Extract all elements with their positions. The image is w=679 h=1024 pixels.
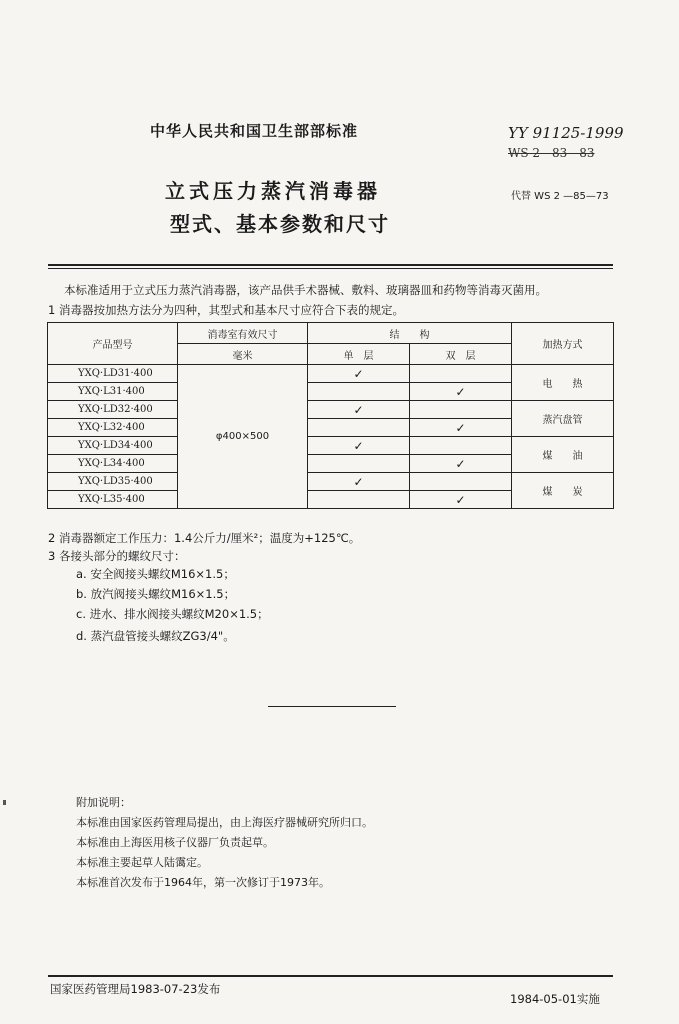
subclause-a: a. 安全阀接头螺纹M16×1.5； xyxy=(76,567,235,581)
notes-heading: 附加说明： xyxy=(76,796,131,809)
heating-coal: 煤 炭 xyxy=(512,473,614,509)
check-single: ✓ xyxy=(308,365,410,383)
empty-single xyxy=(308,419,410,437)
notes-line: 本标准由上海医用核子仪器厂负责起草。 xyxy=(76,836,274,849)
check-double: ✓ xyxy=(410,491,512,509)
replaces-note: 代替 WS 2 —85—73 xyxy=(511,191,609,202)
header-rule-thin xyxy=(48,268,613,269)
intro-paragraph: 本标准适用于立式压力蒸汽消毒器，该产品供手术器械、敷料、玻璃器皿和药物等消毒灭菌用。 xyxy=(64,283,547,297)
effective-date: 1984-05-01实施 xyxy=(510,992,600,1006)
document-title-line2: 型式、基本参数和尺寸 xyxy=(170,212,390,236)
check-single: ✓ xyxy=(308,437,410,455)
empty-double xyxy=(410,473,512,491)
heating-kerosene: 煤 油 xyxy=(512,437,614,473)
notes-line: 本标准首次发布于1964年，第一次修订于1973年。 xyxy=(76,876,330,889)
model-cell: YXQ·L35·400 xyxy=(48,491,178,509)
standard-code-old: WS 2—83—83 xyxy=(508,146,595,160)
model-cell: YXQ·LD35·400 xyxy=(48,473,178,491)
empty-double xyxy=(410,365,512,383)
model-cell: YXQ·LD31·400 xyxy=(48,365,178,383)
end-rule xyxy=(268,706,396,707)
model-cell: YXQ·L32·400 xyxy=(48,419,178,437)
header-size-line1: 消毒室有效尺寸 xyxy=(178,323,308,344)
check-double: ✓ xyxy=(410,455,512,473)
subclause-c: c. 进水、排水阀接头螺纹M20×1.5； xyxy=(76,607,269,621)
empty-single xyxy=(308,491,410,509)
check-single: ✓ xyxy=(308,473,410,491)
model-cell: YXQ·L31·400 xyxy=(48,383,178,401)
document-title-line1: 立式压力蒸汽消毒器 xyxy=(165,179,381,203)
clause-3: 3 各接头部分的螺纹尺寸： xyxy=(48,549,186,563)
footer-rule xyxy=(48,975,613,977)
model-cell: YXQ·LD32·400 xyxy=(48,401,178,419)
empty-double xyxy=(410,401,512,419)
header-structure: 结 构 xyxy=(308,323,512,344)
heating-electric: 电 热 xyxy=(512,365,614,401)
standard-name: 中华人民共和国卫生部部标准 xyxy=(150,122,359,140)
issued-date: 国家医药管理局1983-07-23发布 xyxy=(50,982,221,996)
standard-code-handwritten: YY 91125-1999 xyxy=(508,124,624,142)
model-cell: YXQ·L34·400 xyxy=(48,455,178,473)
scan-speck xyxy=(3,800,6,805)
subclause-b: b. 放汽阀接头螺纹M16×1.5； xyxy=(76,587,236,601)
header-single: 单 层 xyxy=(308,344,410,365)
notes-line: 本标准主要起草人陆霭定。 xyxy=(76,856,208,869)
spec-table xyxy=(47,322,614,509)
empty-single xyxy=(308,455,410,473)
check-double: ✓ xyxy=(410,383,512,401)
header-heating: 加热方式 xyxy=(512,323,614,365)
header-size-line2: 毫米 xyxy=(178,344,308,365)
clause-1: 1 消毒器按加热方法分为四种，其型式和基本尺寸应符合下表的规定。 xyxy=(48,303,404,317)
empty-single xyxy=(308,383,410,401)
subclause-d: d. 蒸汽盘管接头螺纹ZG3/4"。 xyxy=(76,629,235,643)
header-rule xyxy=(48,264,613,266)
clause-2: 2 消毒器额定工作压力：1.4公斤力/厘米²；温度为+125℃。 xyxy=(48,531,361,545)
check-single: ✓ xyxy=(308,401,410,419)
heating-steam-coil: 蒸汽盘管 xyxy=(512,401,614,437)
empty-double xyxy=(410,437,512,455)
header-double: 双 层 xyxy=(410,344,512,365)
notes-line: 本标准由国家医药管理局提出，由上海医疗器械研究所归口。 xyxy=(76,816,373,829)
check-double: ✓ xyxy=(410,419,512,437)
model-cell: YXQ·LD34·400 xyxy=(48,437,178,455)
header-model: 产品型号 xyxy=(48,323,178,365)
size-value: φ400×500 xyxy=(178,365,308,509)
